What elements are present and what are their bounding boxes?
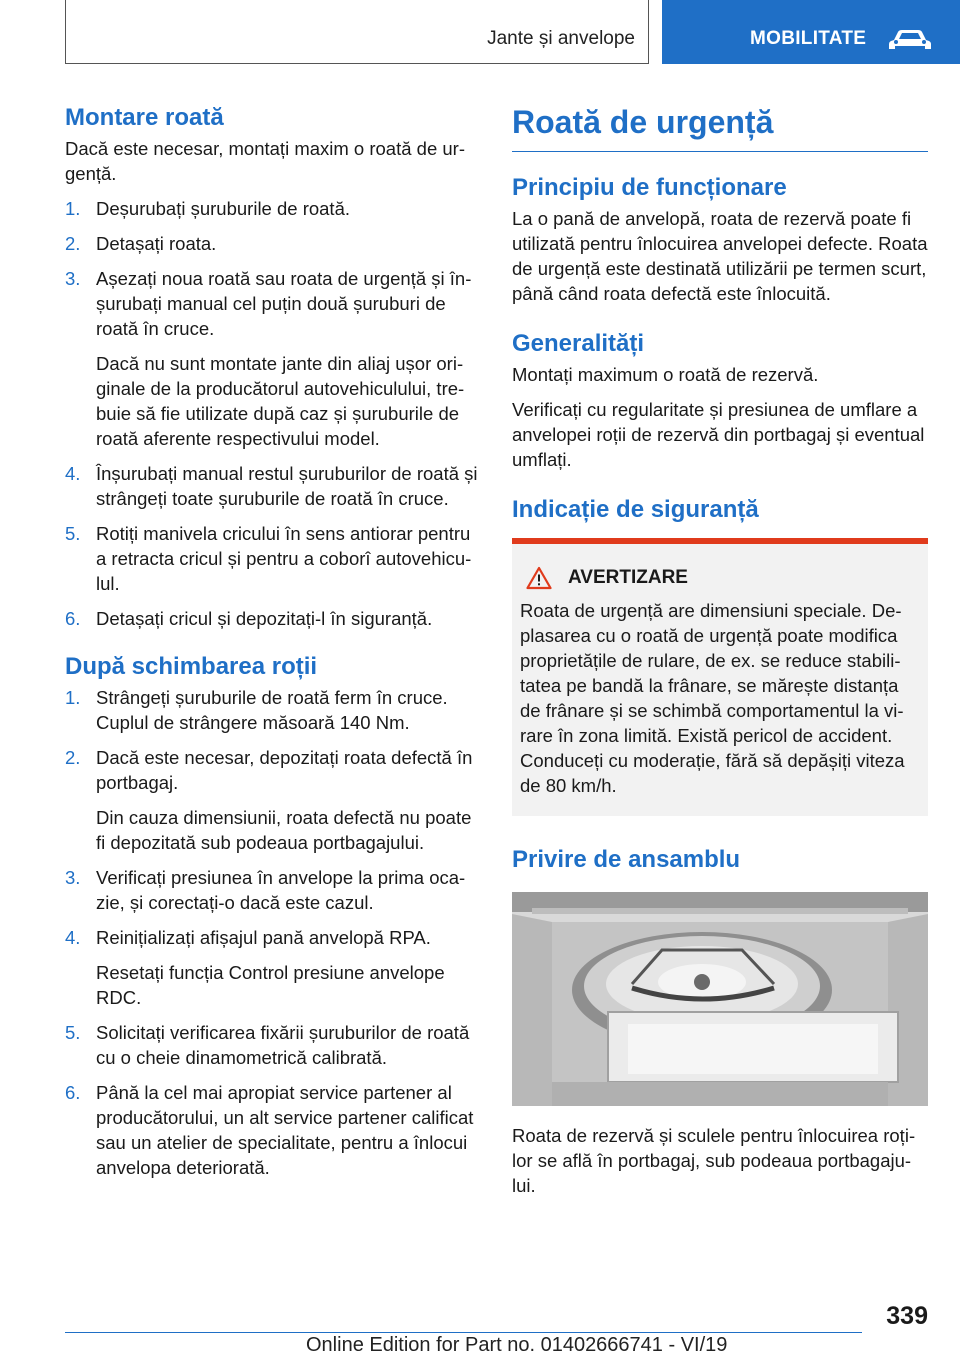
principiu-text: La o pană de anvelopă, roata de rezervă poate fi utilizată pentru înlocuirea anvelopei defecte. Roata de urgență este destinată utilizării pe termen scurt, până când roata defectă este înlocuită. — [512, 208, 928, 304]
step-number: 6. — [65, 1082, 81, 1103]
step-number: 5. — [65, 1022, 81, 1043]
dupa-steps — [65, 685, 483, 1180]
list-item — [65, 231, 483, 256]
step-text: Înșurubați manual restul șuruburilor de roată și strângeți toate șuruburile de roată în cruce. — [96, 463, 478, 509]
page-number: 339 — [886, 1302, 928, 1330]
generalitati-text-2: Verificați cu regularitate și presiunea de umflare a anvelopei roții de rezervă din portbagaj și eventual umflați. — [512, 399, 925, 470]
list-item — [65, 196, 483, 221]
header-chapter-label: MOBILITATE — [750, 28, 867, 49]
trunk-spare-wheel-image — [512, 892, 928, 1106]
heading-principiu: Principiu de funcționare — [512, 174, 787, 201]
heading-montare-roata: Montare roată — [65, 104, 224, 131]
step-text: Până la cel mai apropiat service partener al producătorului, un alt service partener calificat sau un atelier de specialitate, pentru a înlocui anvelopa deteriorată. — [96, 1082, 474, 1178]
heading-siguranta: Indicație de siguranță — [512, 496, 759, 523]
heading-generalitati: Generalități — [512, 330, 645, 357]
step-text: Rotiți manivela cricului în sens antiorar pentru a retracta cricul și pentru a coborî autovehiculul. — [96, 523, 472, 594]
step-text: Solicitați verificarea fixării șuruburilor de roată cu o cheie dinamometrică calibrată. — [96, 1022, 470, 1068]
right-column — [512, 104, 928, 1208]
step-number: 3. — [65, 268, 81, 289]
list-item — [65, 925, 483, 1010]
warning-text: Roata de urgență are dimensiuni speciale. Deplasarea cu o roată de urgență poate modifica proprietățile de rulare, de ex. se reduce stabilitatea pe bandă la frânare, se mărește distanța de frânare și se schimbă comportamentul la virare în zona limită. Există pericol de accident. Conduceți cu moderație, fără să depășiți viteza de 80 km/h. — [520, 600, 905, 796]
step-number: 6. — [65, 608, 81, 629]
step-note: Resetați funcția Control presiune anvelope RDC. — [96, 962, 445, 1008]
step-text: Detașați cricul și depozitați-l în siguranță. — [96, 608, 433, 629]
warning-header — [520, 566, 920, 590]
step-number: 5. — [65, 523, 81, 544]
step-text: Așezați noua roată sau roata de urgență și înșurubați manual cel puțin două șuruburi de roată în cruce. — [96, 268, 472, 339]
heading-dupa-schimbarea: După schimbarea roții — [65, 653, 318, 680]
warning-box — [512, 538, 928, 816]
step-text: Verificați presiunea în anvelope la prima ocazie, și corectați-o dacă este cazul. — [96, 867, 466, 913]
step-text: Detașați roata. — [96, 233, 217, 254]
list-item — [65, 685, 483, 735]
image-caption: Roata de rezervă și sculele pentru înlocuirea roților se află în portbagaj, sub podeaua portbagajului. — [512, 1125, 916, 1196]
step-number: 2. — [65, 233, 81, 254]
header-section-title: Jante și anvelope — [487, 28, 635, 49]
footer-edition: Online Edition for Part no. 01402666741 - VI/19 — [306, 1334, 728, 1356]
car-icon — [888, 28, 932, 52]
step-text: Dacă este necesar, depozitați roata defectă în portbagaj. — [96, 747, 473, 793]
step-number: 4. — [65, 463, 81, 484]
step-number: 3. — [65, 867, 81, 888]
step-note: Din cauza dimensiunii, roata defectă nu poate fi depozitată sub podeaua portbagajului. — [96, 807, 472, 853]
list-item — [65, 865, 483, 915]
montare-intro: Dacă este necesar, montați maxim o roată de urgență. — [65, 138, 466, 184]
step-text: Deșurubați șuruburile de roată. — [96, 198, 351, 219]
warning-title: AVERTIZARE — [568, 567, 688, 588]
step-text: Reinițializați afișajul pană anvelopă RPA. — [96, 927, 431, 948]
list-item — [65, 745, 483, 855]
warning-triangle-icon — [526, 566, 552, 590]
left-column — [65, 104, 483, 1198]
list-item — [65, 606, 483, 631]
step-number: 1. — [65, 198, 81, 219]
generalitati-text-1: Montați maximum o roată de rezervă. — [512, 364, 819, 385]
footer-divider — [65, 1332, 862, 1333]
montare-steps — [65, 196, 483, 631]
list-item — [65, 1020, 483, 1070]
step-number: 4. — [65, 927, 81, 948]
page-title: Roată de urgență — [512, 104, 928, 152]
list-item — [65, 1080, 483, 1180]
list-item — [65, 266, 483, 451]
step-note: Dacă nu sunt montate jante din aliaj ușor originale de la producătorul autovehiculului, trebuie să fie utilizate după caz și șuruburile de roată aferente respectivului model. — [96, 353, 465, 449]
list-item — [65, 521, 483, 596]
page-header — [0, 0, 960, 66]
step-text: Strângeți șuruburile de roată ferm în cruce. Cuplul de strângere măsoară 140 Nm. — [96, 687, 448, 733]
list-item — [65, 461, 483, 511]
heading-privire-ansamblu: Privire de ansamblu — [512, 846, 741, 873]
header-chapter-tab[interactable] — [662, 0, 960, 64]
step-number: 2. — [65, 747, 81, 768]
step-number: 1. — [65, 687, 81, 708]
